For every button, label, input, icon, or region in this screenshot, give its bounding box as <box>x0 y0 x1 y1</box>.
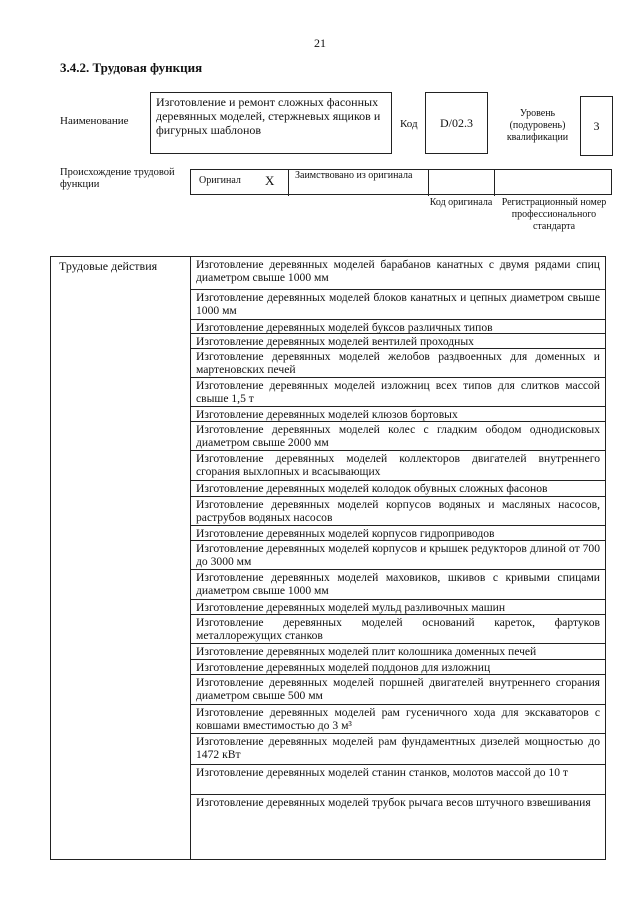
labor-action-row: Изготовление деревянных моделей буксов различных типов <box>191 320 605 334</box>
labor-action-row: Изготовление деревянных моделей клюзов бортовых <box>191 407 605 422</box>
origin-label: Происхождение трудовой функции <box>60 167 175 190</box>
labor-action-row: Изготовление деревянных моделей желобов раздвоенных для доменных и мартеновских печей <box>191 349 605 378</box>
labor-action-row: Изготовление деревянных моделей изложниц всех типов для слитков массой свыше 1,5 т <box>191 378 605 407</box>
labor-action-row: Изготовление деревянных моделей станин станков, молотов массой до 10 т <box>191 765 605 795</box>
code-original-cell <box>429 170 495 196</box>
page-number: 21 <box>314 36 326 50</box>
labor-actions-label: Трудовые действия <box>50 256 190 860</box>
reg-number-caption: Регистрационный номер профессионального стандарта <box>501 197 607 232</box>
labor-action-row: Изготовление деревянных моделей мульд разливочных машин <box>191 600 605 615</box>
labor-action-row: Изготовление деревянных моделей блоков канатных и цепных диаметром свыше 1000 мм <box>191 290 605 320</box>
labor-action-row: Изготовление деревянных моделей рам фундаментных дизелей мощностью до 1472 кВт <box>191 734 605 765</box>
original-mark: X <box>265 173 275 188</box>
name-label: Наименование <box>60 115 129 127</box>
labor-action-row: Изготовление деревянных моделей плит колошника доменных печей <box>191 644 605 660</box>
level-value-box: 3 <box>580 96 613 156</box>
labor-action-row: Изготовление деревянных моделей барабанов канатных с двумя рядами спиц диаметром свыше 1000 мм <box>191 257 605 290</box>
labor-action-row: Изготовление деревянных моделей поддонов для изложниц <box>191 660 605 675</box>
code-label: Код <box>400 118 418 130</box>
labor-actions-table <box>50 256 606 860</box>
original-label: Оригинал <box>199 175 241 186</box>
labor-action-row: Изготовление деревянных моделей корпусов водяных и масляных насосов, раструбов водяных насосов <box>191 497 605 526</box>
function-name-box: Изготовление и ремонт сложных фасонных деревянных моделей, стержневых ящиков и фигурных шаблонов <box>150 92 392 154</box>
borrowed-label: Заимствовано из оригинала <box>295 170 413 181</box>
original-cell <box>191 170 289 196</box>
labor-action-row: Изготовление деревянных моделей поршней двигателей внутреннего сгорания диаметром свыше 500 мм <box>191 675 605 705</box>
labor-action-row: Изготовление деревянных моделей коллекторов двигателей внутреннего сгорания выхлопных и всасывающих <box>191 451 605 481</box>
section-title: 3.4.2. Трудовая функция <box>60 60 203 75</box>
code-original-caption: Код оригинала <box>429 197 493 208</box>
labor-action-row: Изготовление деревянных моделей трубок рычага весов штучного взвешивания <box>196 796 591 809</box>
labor-action-row: Изготовление деревянных моделей оснований кареток, фартуков металлорежущих станков <box>191 615 605 644</box>
reg-number-cell <box>495 170 611 196</box>
labor-action-row: Изготовление деревянных моделей колес с гладким ободом однодисковых диаметром свыше 2000 мм <box>191 422 605 451</box>
labor-action-row: Изготовление деревянных моделей маховиков, шкивов с кривыми спицами диаметром свыше 1000 мм <box>191 570 605 600</box>
code-value-box: D/02.3 <box>425 92 488 154</box>
labor-action-row: Изготовление деревянных моделей корпусов гидроприводов <box>191 526 605 541</box>
labor-action-row: Изготовление деревянных моделей корпусов и крышек редукторов длиной от 700 до 3000 мм <box>191 541 605 570</box>
level-label: Уровень (подуровень) квалификации <box>506 108 569 143</box>
labor-action-row: Изготовление деревянных моделей вентилей проходных <box>191 334 605 349</box>
borrowed-cell <box>289 170 429 196</box>
labor-actions-list <box>190 256 606 860</box>
labor-action-row: Изготовление деревянных моделей рам гусеничного хода для экскаваторов с ковшами вместимостью до 3 м³ <box>191 705 605 734</box>
labor-action-row: Изготовление деревянных моделей колодок обувных сложных фасонов <box>191 481 605 497</box>
origin-row <box>190 169 612 195</box>
